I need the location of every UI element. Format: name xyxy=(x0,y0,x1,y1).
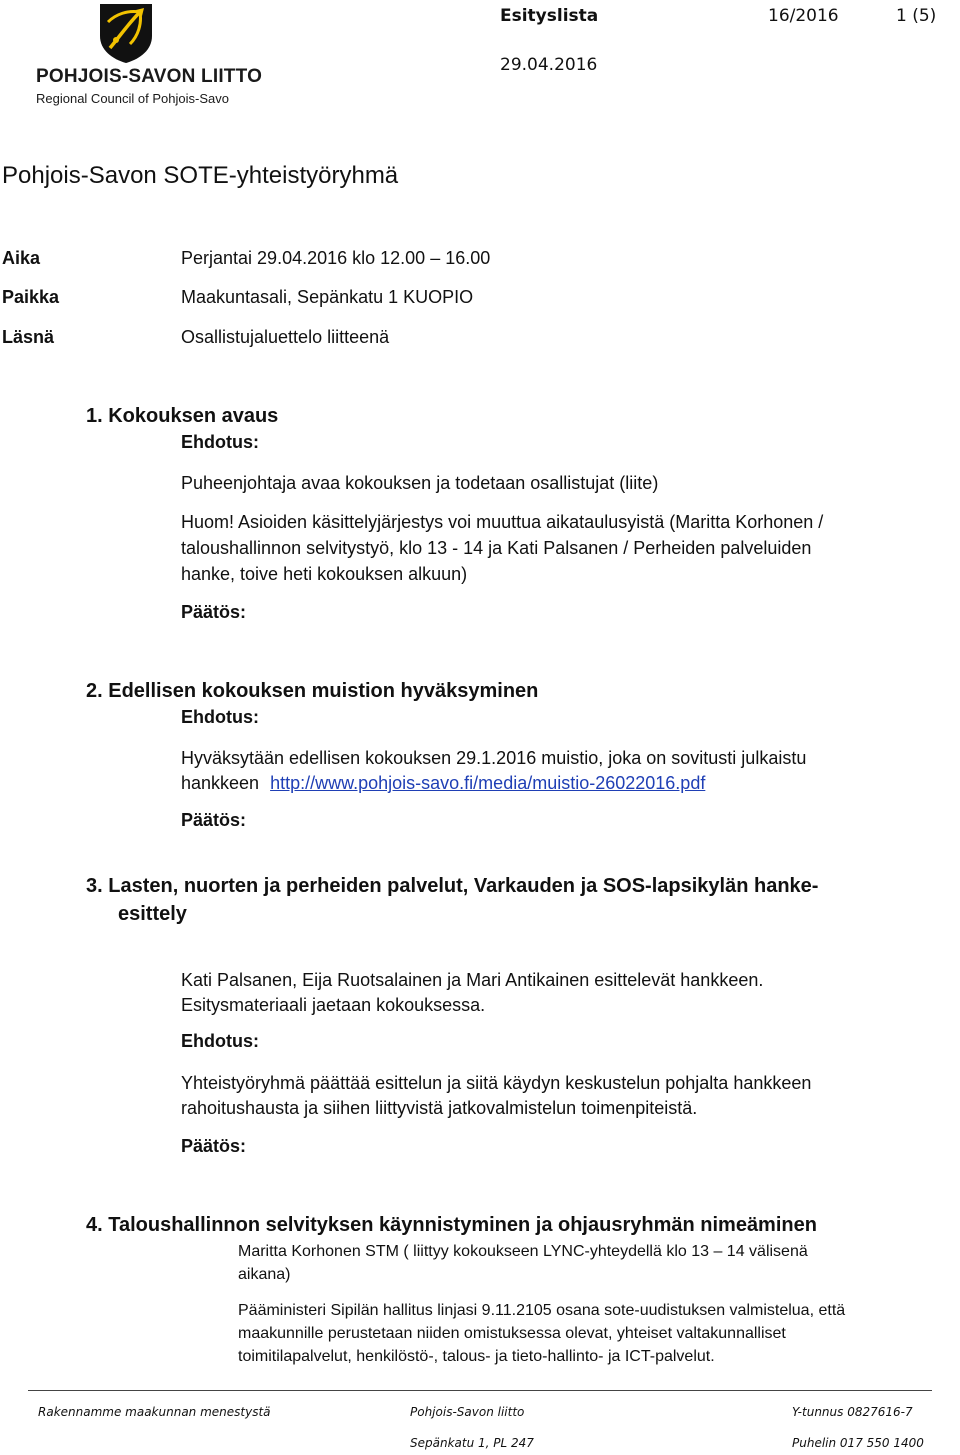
footer-ytunnus: Y-tunnus 0827616-7 xyxy=(792,1405,913,1419)
doc-type: Esityslista xyxy=(500,6,599,26)
meta-value: Osallistujaluettelo liitteenä xyxy=(181,327,390,347)
section-heading: 1. Kokouksen avaus xyxy=(86,405,279,427)
decision-label: Päätös: xyxy=(181,810,247,830)
page-title: Pohjois-Savon SOTE-yhteistyöryhmä xyxy=(2,162,399,189)
proposal-text: Hyväksytään edellisen kokouksen 29.1.2016 muistio, joka on sovitusti julkaistu xyxy=(181,748,807,768)
decision-label: Päätös: xyxy=(181,1136,247,1156)
proposal-text: Yhteistyöryhmä päättää esittelun ja siitä käydyn keskustelun pohjalta hankkeen xyxy=(181,1073,812,1093)
proposal-text: rahoitushausta ja siihen liittyvistä jatkovalmistelun toimenpiteistä. xyxy=(181,1098,698,1118)
paragraph-line: maakunnille perustetaan niiden omistuksessa olevat, yhteiset valtakunnalliset xyxy=(238,1325,786,1342)
page-number: 1 (5) xyxy=(896,6,937,26)
meta-label: Paikka xyxy=(2,287,60,307)
footer-address: Sepänkatu 1, PL 247 xyxy=(410,1436,534,1450)
intro-line: Esitysmateriaali jaetaan kokouksessa. xyxy=(181,995,486,1015)
minutes-link[interactable]: http://www.pohjois-savo.fi/media/muistio-26022016.pdf xyxy=(270,773,706,793)
paragraph-line: Maritta Korhonen STM ( liittyy kokoukseen LYNC-yhteydellä klo 13 – 14 välisenä xyxy=(238,1243,808,1260)
doc-date: 29.04.2016 xyxy=(500,55,598,75)
section-heading-cont: esittely xyxy=(118,903,187,925)
proposal-label: Ehdotus: xyxy=(181,1031,259,1051)
section-heading: 2. Edellisen kokouksen muistion hyväksyminen xyxy=(86,680,539,702)
paragraph-line: Pääministeri Sipilän hallitus linjasi 9.11.2105 osana sote-uudistuksen valmistelua, että xyxy=(238,1302,846,1319)
footer-slogan: Rakennamme maakunnan menestystä xyxy=(38,1405,271,1419)
org-subtitle: Regional Council of Pohjois-Savo xyxy=(36,91,229,106)
paragraph-line: aikana) xyxy=(238,1266,291,1283)
note-line: Huom! Asioiden käsittelyjärjestys voi muuttua aikataulusyistä (Maritta Korhonen / xyxy=(181,512,824,532)
section-heading: 4. Taloushallinnon selvityksen käynnistyminen ja ohjausryhmän nimeäminen xyxy=(86,1214,817,1236)
proposal-text-line2 xyxy=(181,770,705,796)
proposal-label: Ehdotus: xyxy=(181,432,259,452)
proposal-text: Puheenjohtaja avaa kokouksen ja todetaan osallistujat (liite) xyxy=(181,473,659,493)
coat-of-arms-icon xyxy=(96,2,156,64)
meta-label: Aika xyxy=(2,248,41,268)
org-name: POHJOIS-SAVON LIITTO xyxy=(36,66,263,87)
footer-divider xyxy=(28,1390,932,1391)
proposal-label: Ehdotus: xyxy=(181,707,259,727)
proposal-text-prefix: hankkeen xyxy=(181,773,260,793)
meta-value: Perjantai 29.04.2016 klo 12.00 – 16.00 xyxy=(181,248,491,268)
org-logo xyxy=(30,0,270,110)
doc-number: 16/2016 xyxy=(768,6,839,26)
paragraph-line: toimitilapalvelut, henkilöstö-, talous- ja tieto-hallinto- ja ICT-palvelut. xyxy=(238,1348,715,1365)
intro-line: Kati Palsanen, Eija Ruotsalainen ja Mari Antikainen esittelevät hankkeen. xyxy=(181,970,764,990)
meta-label: Läsnä xyxy=(2,327,55,347)
footer-org: Pohjois-Savon liitto xyxy=(410,1405,525,1419)
note-line: hanke, toive heti kokouksen alkuun) xyxy=(181,564,468,584)
meta-value: Maakuntasali, Sepänkatu 1 KUOPIO xyxy=(181,287,474,307)
section-heading: 3. Lasten, nuorten ja perheiden palvelut, Varkauden ja SOS-lapsikylän hanke- xyxy=(86,875,819,897)
decision-label: Päätös: xyxy=(181,602,247,622)
note-line: taloushallinnon selvitystyö, klo 13 - 14 ja Kati Palsanen / Perheiden palveluiden xyxy=(181,538,812,558)
footer-phone: Puhelin 017 550 1400 xyxy=(792,1436,924,1450)
